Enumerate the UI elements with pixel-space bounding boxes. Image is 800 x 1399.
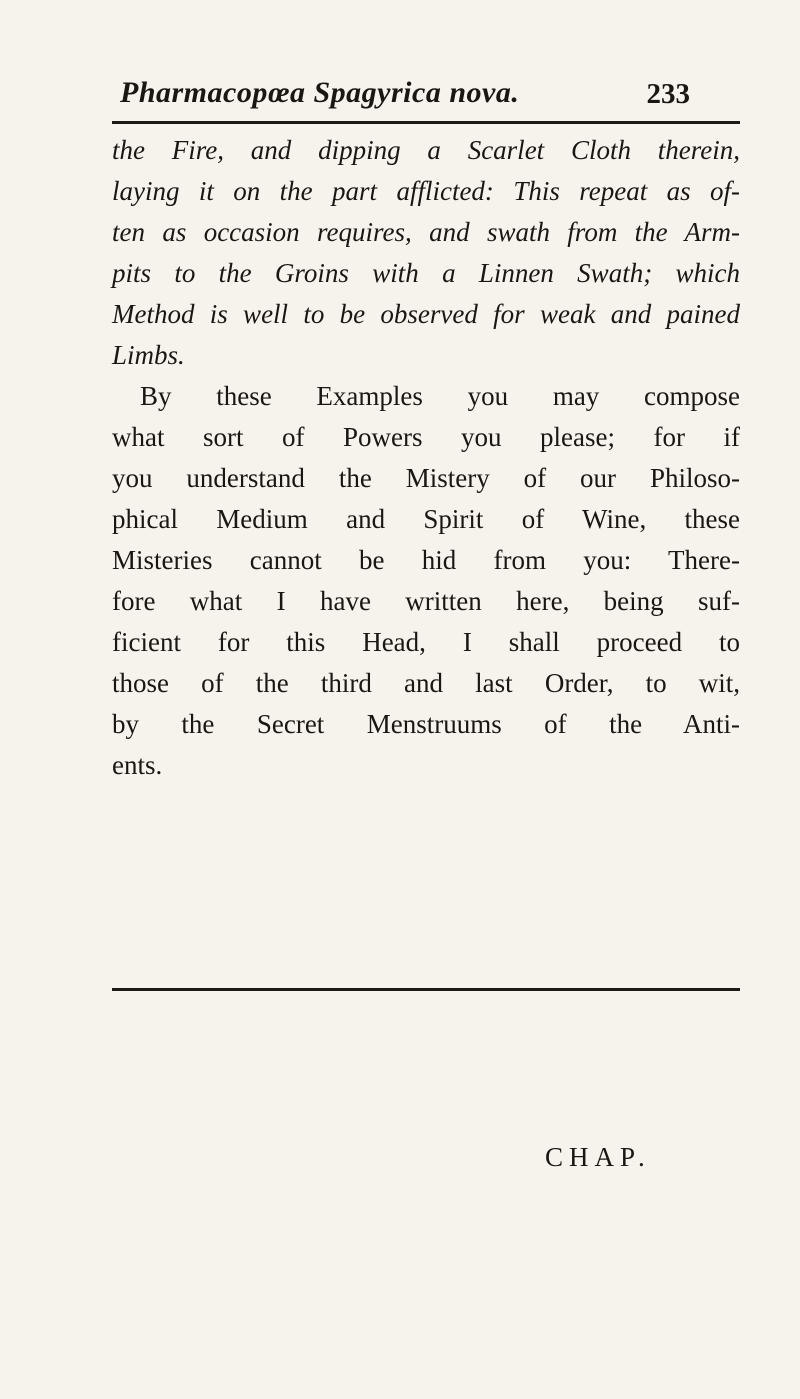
page-body <box>112 130 740 786</box>
text-line: Misteries cannot be hid from you: There- <box>112 545 740 575</box>
text-line: Limbs. <box>112 340 185 370</box>
page-number: 233 <box>646 78 690 110</box>
text-line: laying it on the part afflicted: This repeat as of- <box>112 176 740 206</box>
running-header <box>120 70 690 110</box>
text-line: ten as occasion requires, and swath from the Arm- <box>112 217 740 247</box>
text-line: Method is well to be observed for weak and pained <box>112 299 740 329</box>
roman-paragraph <box>112 376 740 786</box>
text-line: what sort of Powers you please; for if <box>112 422 740 452</box>
text-line: you understand the Mistery of our Philoso- <box>112 463 740 493</box>
text-line: By these Examples you may compose <box>140 381 740 411</box>
text-line: phical Medium and Spirit of Wine, these <box>112 504 740 534</box>
header-rule <box>112 121 740 124</box>
text-line: by the Secret Menstruums of the Anti- <box>112 709 740 739</box>
text-line: pits to the Groins with a Linnen Swath; which <box>112 258 740 288</box>
text-line: those of the third and last Order, to wit, <box>112 668 740 698</box>
text-line: the Fire, and dipping a Scarlet Cloth therein, <box>112 135 740 165</box>
text-line: fore what I have written here, being suf- <box>112 586 740 616</box>
catchword: CHAP. <box>545 1142 651 1172</box>
italic-paragraph <box>112 130 740 376</box>
text-line: ficient for this Head, I shall proceed to <box>112 627 740 657</box>
running-title: Pharmacopœa Spagyrica nova. <box>120 76 520 109</box>
text-line: ents. <box>112 750 163 780</box>
section-end-rule <box>112 988 740 991</box>
